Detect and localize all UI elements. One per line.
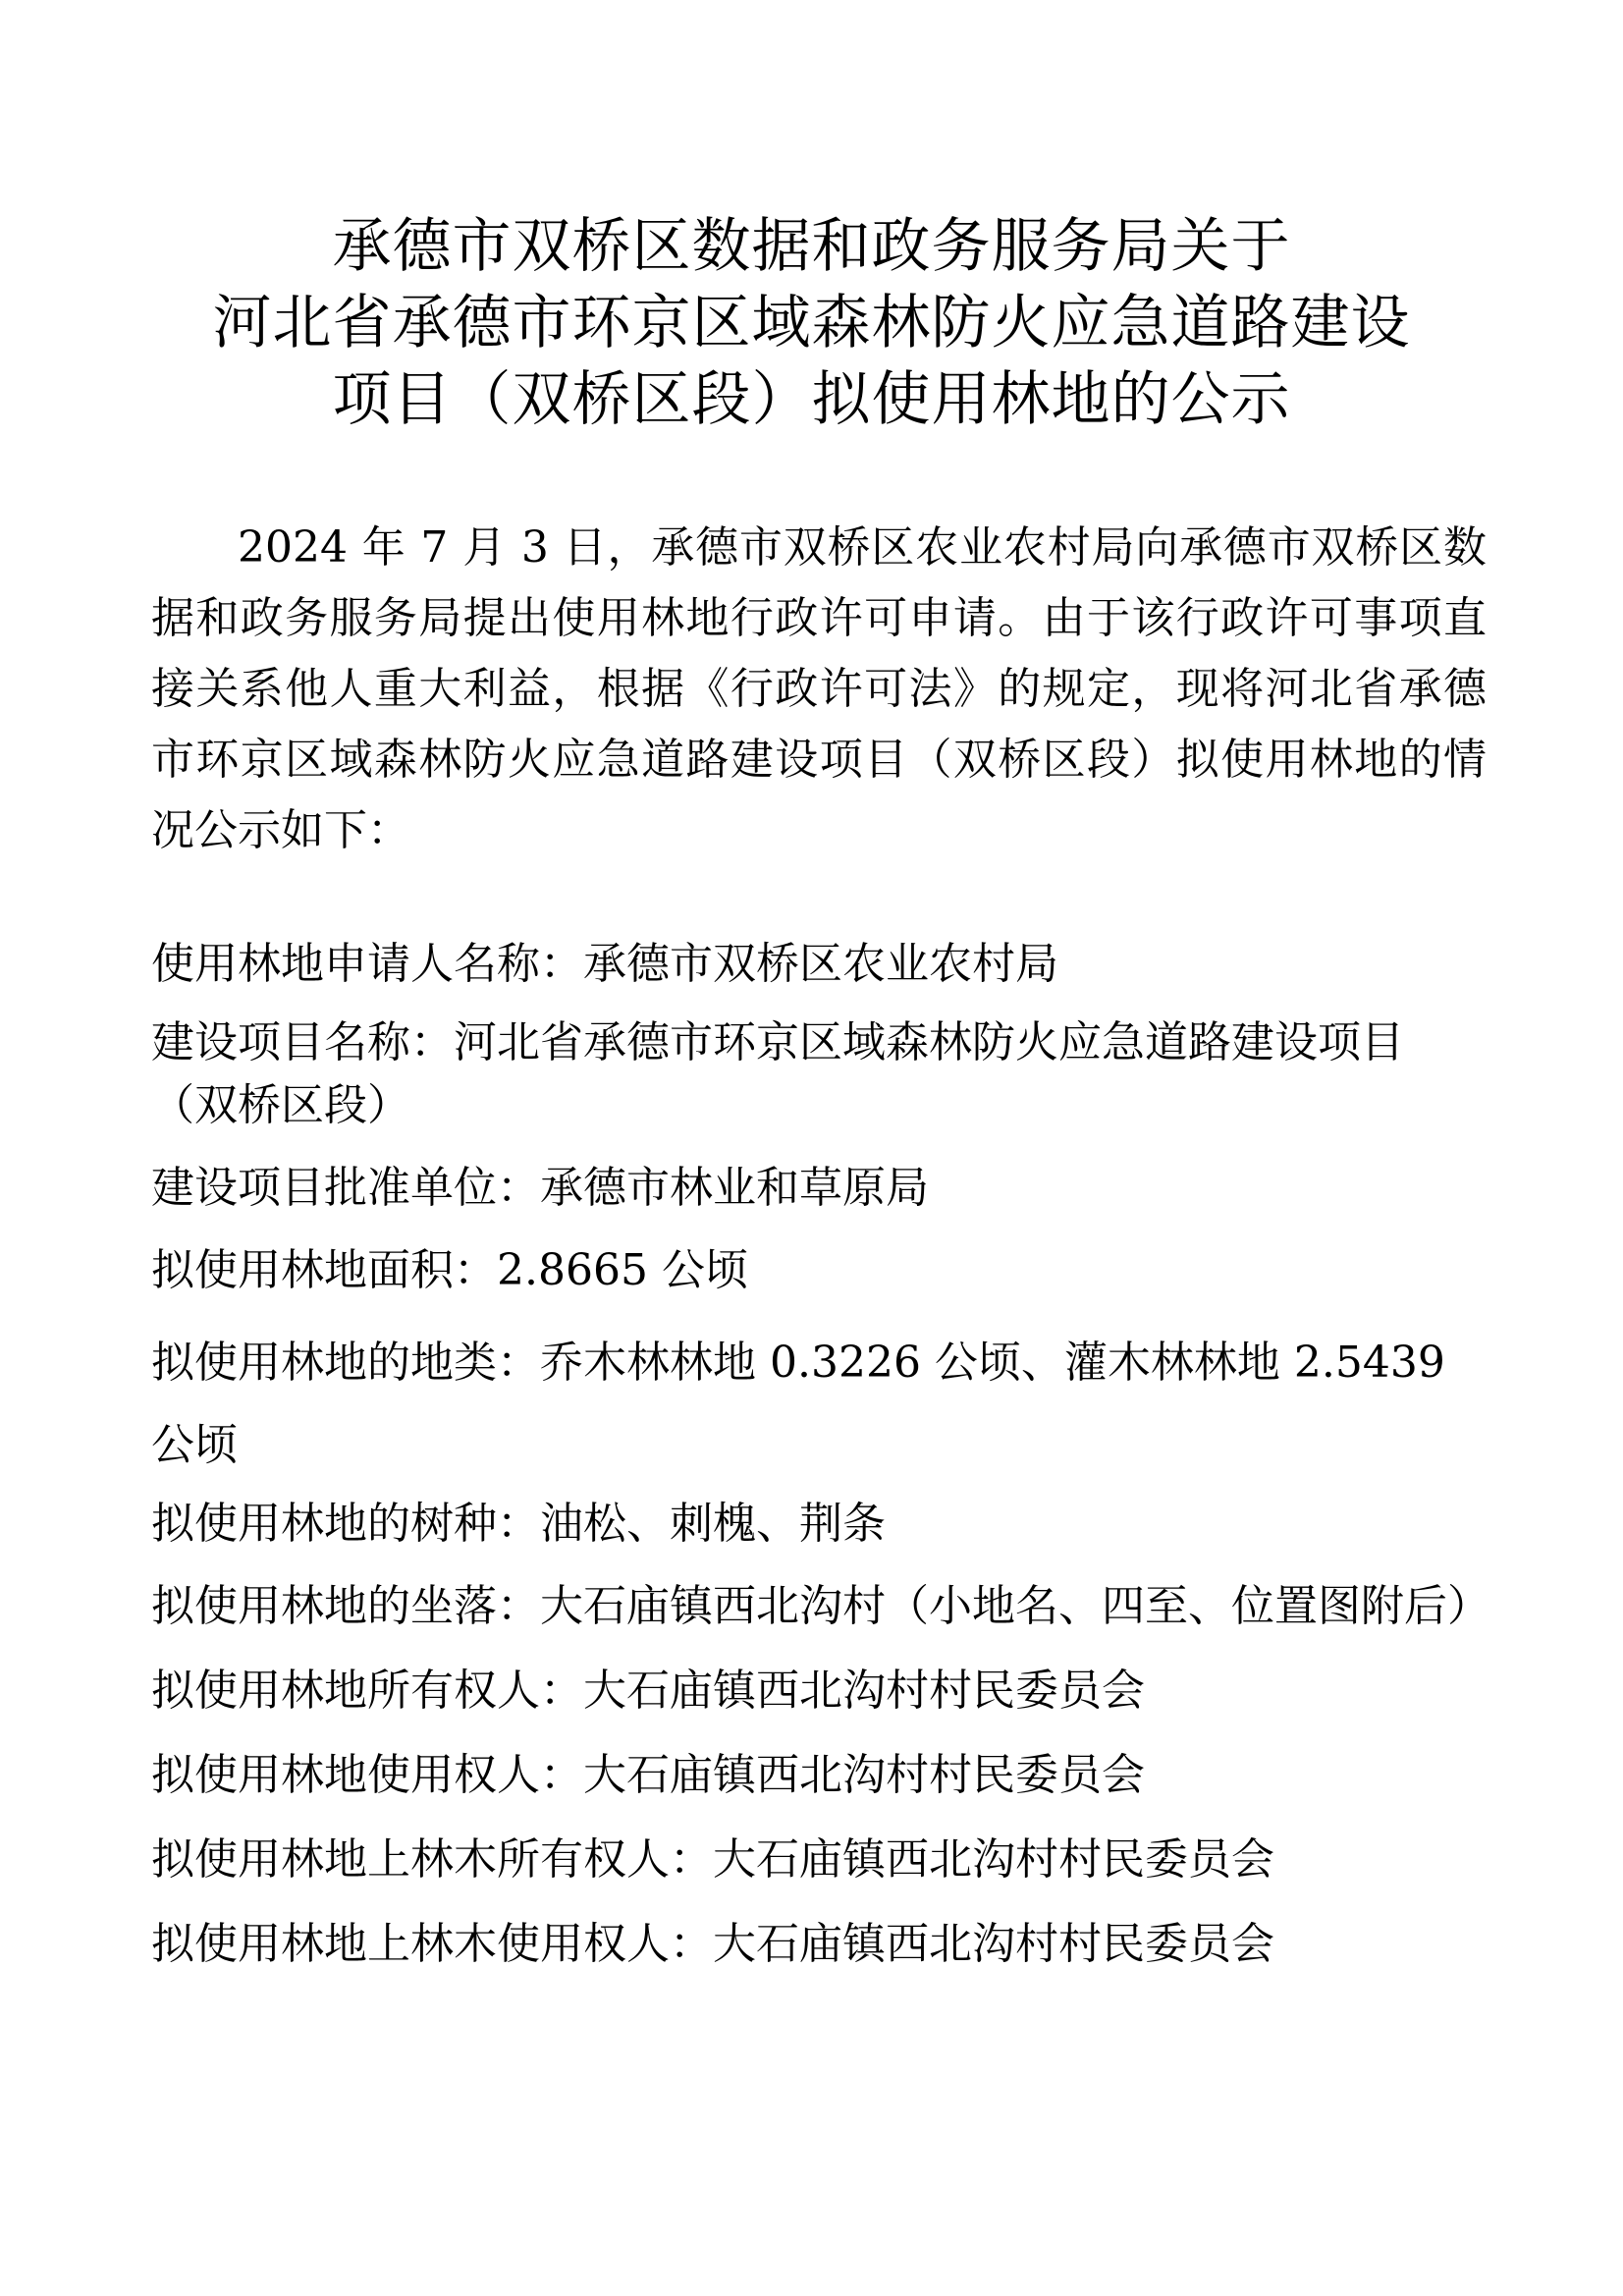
field-value: 大石庙镇西北沟村（小地名、四至、位置图附后） (540, 1581, 1490, 1631)
title-line-3: 项目（双桥区段）拟使用林地的公示 (332, 365, 1291, 434)
field-value: 乔木林林地 0.3226 公顷、灌木林林地 2.5439 公顷 (151, 1338, 1445, 1470)
title-line-1: 承德市双桥区数据和政务服务局关于 (332, 212, 1291, 281)
intro-text: 2024 年 7 月 3 日，承德市双桥区农业农村局向承德市双桥区数据和政务服务局提出使用林地行政许可申请。由于该行政许可事项直接关系他人重大利益，根据《行政许可法》的规定，现将河北省承德市环京区域森林防火应急道路建设项目（双桥区段）拟使用林地的情况公示如下： (151, 522, 1487, 855)
field-land-owner (151, 1660, 1487, 1722)
field-label: 拟使用林地面积： (151, 1245, 497, 1295)
field-tree-species (151, 1493, 1487, 1556)
field-value: 河北省承德市环京区域森林防火应急道路建设项目（双桥区段） (151, 1017, 1404, 1130)
field-location (151, 1575, 1490, 1638)
field-label: 拟使用林地的树种： (151, 1499, 540, 1549)
field-value: 大石庙镇西北沟村村民委员会 (583, 1666, 1145, 1716)
document-title (147, 208, 1476, 438)
field-label: 使用林地申请人名称： (151, 939, 583, 989)
field-label: 建设项目名称： (151, 1017, 454, 1067)
field-value: 承德市双桥区农业农村局 (583, 939, 1058, 989)
field-land-user (151, 1744, 1487, 1807)
field-value: 大石庙镇西北沟村村民委员会 (583, 1750, 1145, 1800)
field-value: 2.8665 公顷 (497, 1245, 748, 1295)
field-value: 承德市林业和草原局 (540, 1163, 929, 1213)
field-tree-owner (151, 1829, 1487, 1891)
field-land-type (151, 1322, 1487, 1487)
field-label: 拟使用林地上林木使用权人： (151, 1919, 713, 1969)
field-value: 油松、刺槐、荆条 (540, 1499, 886, 1549)
field-label: 拟使用林地上林木所有权人： (151, 1834, 713, 1885)
field-area (151, 1239, 1487, 1302)
field-label: 建设项目批准单位： (151, 1163, 540, 1213)
field-applicant (151, 933, 1487, 996)
intro-paragraph (151, 513, 1487, 866)
field-project-name (151, 1011, 1487, 1137)
title-line-2: 河北省承德市环京区域森林防火应急道路建设 (212, 289, 1411, 357)
field-value: 大石庙镇西北沟村村民委员会 (713, 1919, 1274, 1969)
field-label: 拟使用林地的坐落： (151, 1581, 540, 1631)
field-tree-user (151, 1913, 1487, 1976)
field-value: 大石庙镇西北沟村村民委员会 (713, 1834, 1274, 1885)
field-label: 拟使用林地所有权人： (151, 1666, 583, 1716)
field-approval-unit (151, 1157, 1487, 1220)
field-label: 拟使用林地使用权人： (151, 1750, 583, 1800)
field-label: 拟使用林地的地类： (151, 1338, 540, 1388)
